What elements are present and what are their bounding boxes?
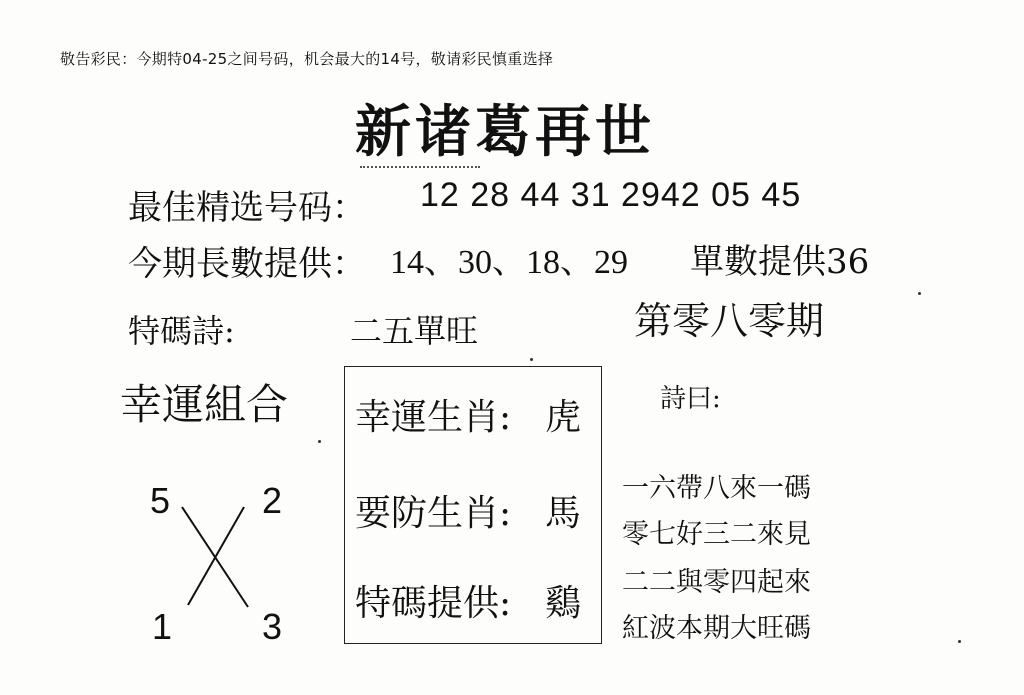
zodiac-box [344, 366, 602, 644]
poem-line: 二二與零四起來 [622, 567, 811, 598]
best-picks-label: 最佳精选号码： [128, 188, 366, 228]
box-row-label: 要防生肖: [355, 493, 512, 534]
cross-line-up [188, 507, 244, 605]
scan-speck [958, 640, 961, 643]
poem-line: 零七好三二來見 [622, 519, 811, 550]
poem-line: 一六帶八來一碼 [622, 473, 811, 504]
long-numbers-label: 今期長數提供： [128, 244, 366, 284]
poem-heading: 詩曰: [660, 384, 721, 414]
lucky-combo-title: 幸運組合 [120, 380, 289, 429]
box-row-value: 馬 [545, 493, 582, 534]
special-poem-label: 特碼詩: [128, 312, 235, 350]
box-row-value: 虎 [545, 397, 582, 438]
combo-number-top-left: 5 [150, 480, 171, 521]
combo-number-bottom-right: 3 [262, 606, 283, 647]
title-underline-dots [360, 166, 480, 168]
box-row-value: 鷄 [545, 583, 582, 624]
box-row-guard [355, 485, 581, 536]
box-row-special [355, 575, 581, 626]
notice-text: 敬告彩民：今期特04-25之间号码，机会最大的14号，敬请彩民慎重选择 [60, 50, 554, 68]
best-picks-numbers: 12 28 44 31 2942 05 45 [420, 176, 802, 214]
poem-line: 紅波本期大旺碼 [622, 613, 811, 644]
scan-speck [530, 358, 533, 361]
box-row-lucky [355, 389, 581, 440]
box-row-label: 幸運生肖: [355, 397, 512, 438]
cross-lines [180, 505, 260, 615]
box-row-label: 特碼提供: [355, 583, 512, 624]
long-numbers-values: 14、30、18、29 [390, 244, 628, 281]
combo-number-bottom-left: 1 [152, 606, 173, 647]
issue-number: 第零八零期 [634, 299, 825, 343]
single-numbers: 單數提供36 [690, 242, 870, 282]
scan-speck [318, 440, 321, 443]
scan-speck [918, 292, 921, 295]
special-poem-value: 二五單旺 [350, 312, 479, 350]
combo-number-top-right: 2 [262, 480, 283, 521]
page-title: 新诸葛再世 [355, 100, 655, 165]
